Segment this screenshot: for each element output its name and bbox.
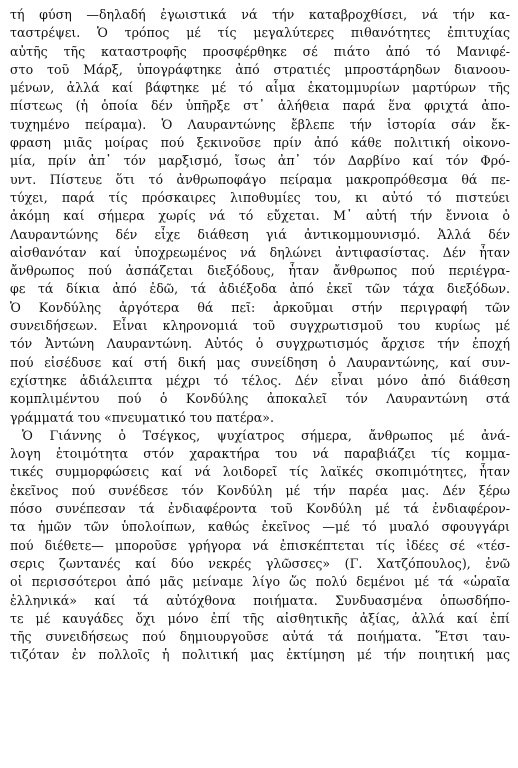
text-line: συνειδήσεων. Εἶναι κληρονομιά τοῦ συγχρωτισμοῦ του κυρίως μέ [10, 318, 510, 334]
text-line: τόν Ἀντώνη Λαυραντώνη. Αὐτός ὁ συγχρωτισμός ἄρχισε τήν ἐποχή [10, 336, 510, 352]
text-line: ἑλληνικά» καί τά αὐτόχθονα ποιήματα. Συνδυασμένα ὁπωσδήπο- [10, 592, 510, 608]
text-line: φε τά δίκια ἀπό ἐδῶ, τά ἀδιέξοδα ἀπό ἐκεῖ τῶν τάχα διεξόδων. [10, 281, 510, 297]
text-line: τύχει, παρά τίς πρόσκαιρες λιποθυμίες του, κι αὐτό τό πιστεύει [10, 189, 510, 205]
text-line: αἰσθανόταν καί ὑποχρεωμένος νά δηλώνει ἀντιφασίστας. Δέν ἦταν [10, 244, 510, 260]
text-line: πού διέθετε— μποροῦσε γρήγορα νά ἐπισκέπτεται τίς ἰδέες σέ «τέσ- [10, 537, 510, 553]
text-line: πίστεως (ἡ ὁποία δέν ὑπῆρξε στ᾽ ἀλήθεια παρά ἕνα φριχτά ἀπο- [10, 98, 510, 114]
text-line: αὐτῆς τῆς καταστροφῆς προσφέρθηκε σέ πιάτο ἀπό τό Μανιφέ- [10, 43, 510, 59]
text-line: στο τοῦ Μάρξ, ὑπογράφτηκε ἀπό στρατιές μπροστάρηδων διανοου- [10, 61, 510, 77]
text-line: υντ. Πίστευε ὅτι τό ἀνθρωποφάγο πείραμα μακροπρόθεσμα θά πε- [10, 171, 510, 187]
text-line: σερις ζωντανές καί δύο νεκρές γλῶσσες» (Γ. Χατζόπουλος), ἐνῶ [10, 555, 510, 571]
text-line: Ὁ Γιάννης ὁ Τσέγκος, ψυχίατρος σήμερα, ἄνθρωπος μέ ἀνά- [22, 427, 510, 443]
text-line: γράμματά του «πνευματικό του πατέρα». [10, 409, 274, 425]
text-line: εχίστηκε ἀδιάλειπτα μέχρι τό τέλος. Δέν εἶναι μόνο ἀπό διάθεση [10, 372, 510, 388]
text-line: λογη ἑτοιμότητα στόν χαρακτήρα του νά παραβιάζει τίς κομμα- [10, 446, 510, 462]
text-line: τυχημένο πείραμα). Ὁ Λαυραντώνης ἔβλεπε τήν ἱστορία σάν ἔκ- [10, 116, 510, 132]
text-line: πόσο συνέπεσαν τά ἐνδιαφέροντα τοῦ Κονδύλη μέ τά ἐνδιαφέρον- [10, 501, 510, 517]
book-page-text [10, 6, 510, 665]
text-line: τα ἡμῶν τῶν ὑπολοίπων, καθώς ἐκεῖνος —μέ τό μυαλό σφουγγάρι [10, 519, 510, 535]
text-line: οἱ περισσότεροι ἀπό μᾶς μείναμε λίγο ὥς πολύ δεμένοι μέ τά «ὡραῖα [10, 574, 510, 590]
text-line: τε μέ καυγάδες ὄχι μόνο ἐπί τῆς αἰσθητικῆς ἀξίας, ἀλλά καί ἐπί [10, 610, 510, 626]
text-line: Λαυραντώνης δέν εἶχε διάθεση γιά ἀντικομμουνισμό. Ἀλλά δέν [10, 226, 510, 242]
text-line: ἄνθρωπος πού ἀσπάζεται διεξόδους, ἦταν ἄνθρωπος πού περιέγρα- [10, 263, 510, 279]
text-line: Ὁ Κονδύλης ἀργότερα θά πεῖ: ἀρκοῦμαι στήν περιγραφή τῶν [10, 299, 510, 315]
text-line: τῆς συνειδήσεως πού δημιουργοῦσε αὐτά τά ποιήματα. Ἔτσι ταυ- [10, 629, 510, 645]
text-line: μένων, ἀλλά καί βάφτηκε μέ τό αἷμα ἑκατομμυρίων μαρτύρων τῆς [10, 80, 510, 96]
text-line: τικές συμμορφώσεις καί νά λοιδορεῖ τίς λαϊκές σκοπιμότητες, ἦταν [10, 464, 510, 480]
text-line: κομπλιμέντου πού ὁ Κονδύλης ἀποκαλεῖ τόν Λαυραντώνη στά [10, 391, 510, 407]
text-line: φραση μιᾶς μοίρας πού ξεκινοῦσε πρίν ἀπό κάθε πολιτική οἰκονο- [10, 135, 510, 151]
text-line: πού εἰσέδυσε καί στή δική μας συνείδηση ὁ Λαυραντώνης, καί συν- [10, 354, 510, 370]
text-line: τή φύση —δηλαδή ἐγωιστικά νά τήν καταβροχθίσει, νά τήν κα- [10, 7, 510, 22]
text-line: μία, πρίν ἀπ᾽ τόν μαρξισμό, ἴσως ἀπ᾽ τόν Δαρβίνο καί τόν Φρό- [10, 153, 510, 169]
text-line: ἐκεῖνος πού συνέδεσε τόν Κονδύλη μέ τήν παρέα μας. Δέν ξέρω [10, 482, 510, 498]
text-line: ἀκόμη καί σήμερα χωρίς νά τό εὔχεται. Μ᾽ αὐτή τήν ἔννοια ὁ [10, 208, 510, 224]
text-line: τιζόταν ἐν πολλοῖς ἡ πολιτική μας ἐκτίμηση μέ τήν ποιητική μας [10, 647, 510, 663]
text-line: ταστρέψει. Ὁ τρόπος μέ τίς μεγαλύτερες πιθανότητες ἐπιτυχίας [10, 25, 510, 41]
